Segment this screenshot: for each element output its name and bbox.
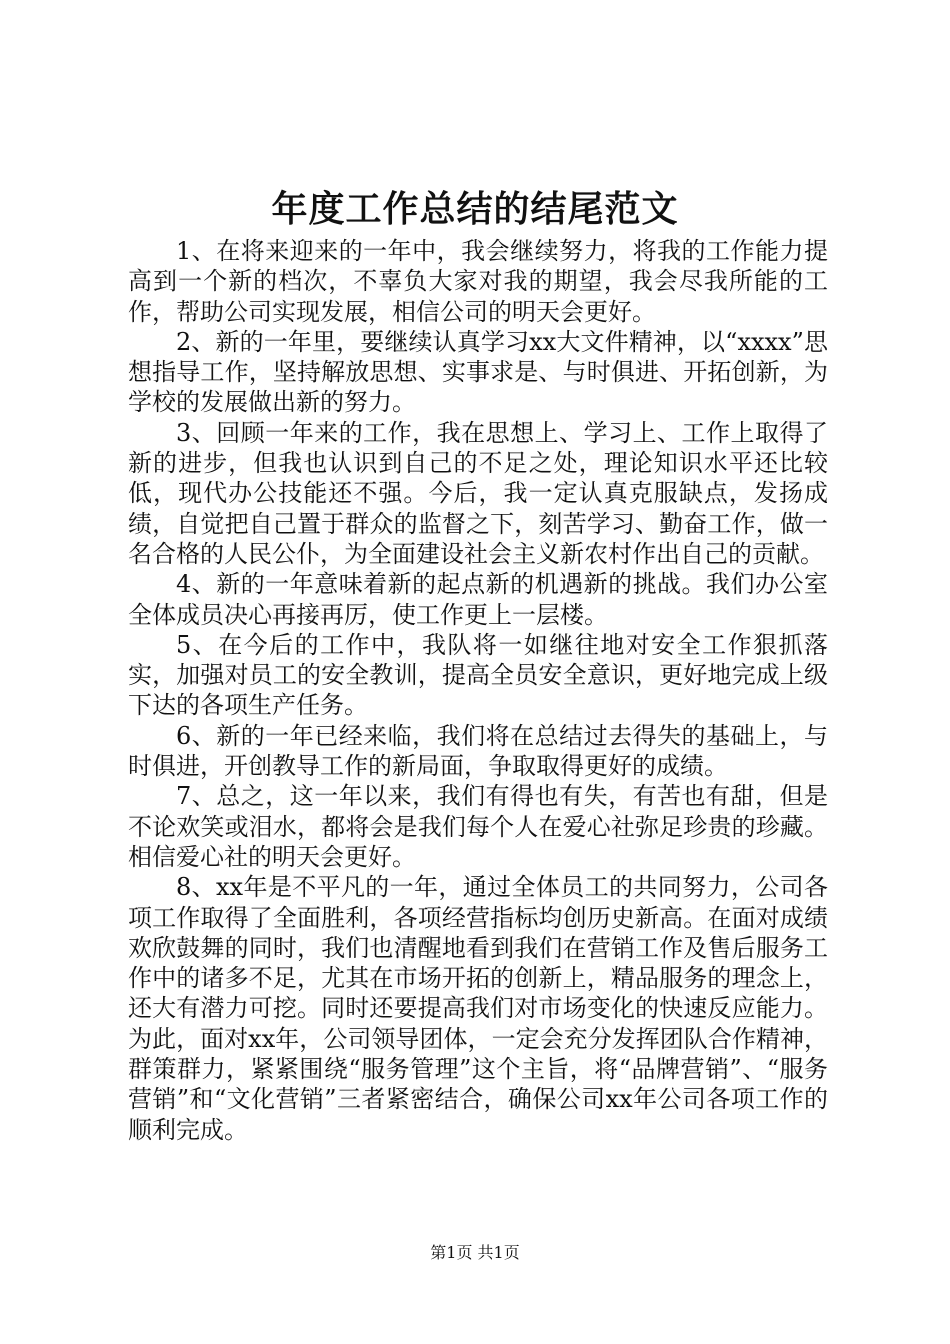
paragraph-8: 8、xx年是不平凡的一年，通过全体员工的共同努力，公司各项工作取得了全面胜利，各项经营指标均创历史新高。在面对成绩欢欣鼓舞的同时，我们也清醒地看到我们在营销工作及售后服务工作中的诸多不足，尤其在市场开拓的创新上，精品服务的理念上，还大有潜力可挖。同时还要提高我们对市场变化的快速反应能力。为此，面对xx年，公司领导团体，一定会充分发挥团队合作精神，群策群力，紧紧围绕“服务管理”这个主旨，将“品牌营销”、“服务营销”和“文化营销”三者紧密结合，确保公司xx年公司各项工作的顺利完成。 <box>128 873 828 1144</box>
paragraph-4: 4、新的一年意味着新的起点新的机遇新的挑战。我们办公室全体成员决心再接再厉，使工作更上一层楼。 <box>128 570 828 629</box>
document-body <box>128 236 828 1145</box>
page-footer: 第1页 共1页 <box>430 1243 520 1262</box>
paragraph-3: 3、回顾一年来的工作，我在思想上、学习上、工作上取得了新的进步，但我也认识到自己的不足之处，理论知识水平还比较低，现代办公技能还不强。今后，我一定认真克服缺点，发扬成绩，自觉把自己置于群众的监督之下，刻苦学习、勤奋工作，做一名合格的人民公仆，为全面建设社会主义新农村作出自己的贡献。 <box>128 418 828 568</box>
paragraph-2: 2、新的一年里，要继续认真学习xx大文件精神，以“xxxx”思想指导工作，坚持解放思想、实事求是、与时俱进、开拓创新，为学校的发展做出新的努力。 <box>128 327 828 417</box>
paragraph-5: 5、在今后的工作中，我队将一如继往地对安全工作狠抓落实，加强对员工的安全教训，提高全员安全意识，更好地完成上级下达的各项生产任务。 <box>128 630 828 720</box>
paragraph-1: 1、在将来迎来的一年中，我会继续努力，将我的工作能力提高到一个新的档次，不辜负大家对我的期望，我会尽我所能的工作，帮助公司实现发展，相信公司的明天会更好。 <box>128 237 828 326</box>
paragraph-6: 6、新的一年已经来临，我们将在总结过去得失的基础上，与时俱进，开创教导工作的新局面，争取取得更好的成绩。 <box>128 721 828 781</box>
document-title: 年度工作总结的结尾范文 <box>271 188 679 230</box>
paragraph-7: 7、总之，这一年以来，我们有得也有失，有苦也有甜，但是不论欢笑或泪水，都将会是我们每个人在爱心社弥足珍贵的珍藏。相信爱心社的明天会更好。 <box>128 782 828 871</box>
